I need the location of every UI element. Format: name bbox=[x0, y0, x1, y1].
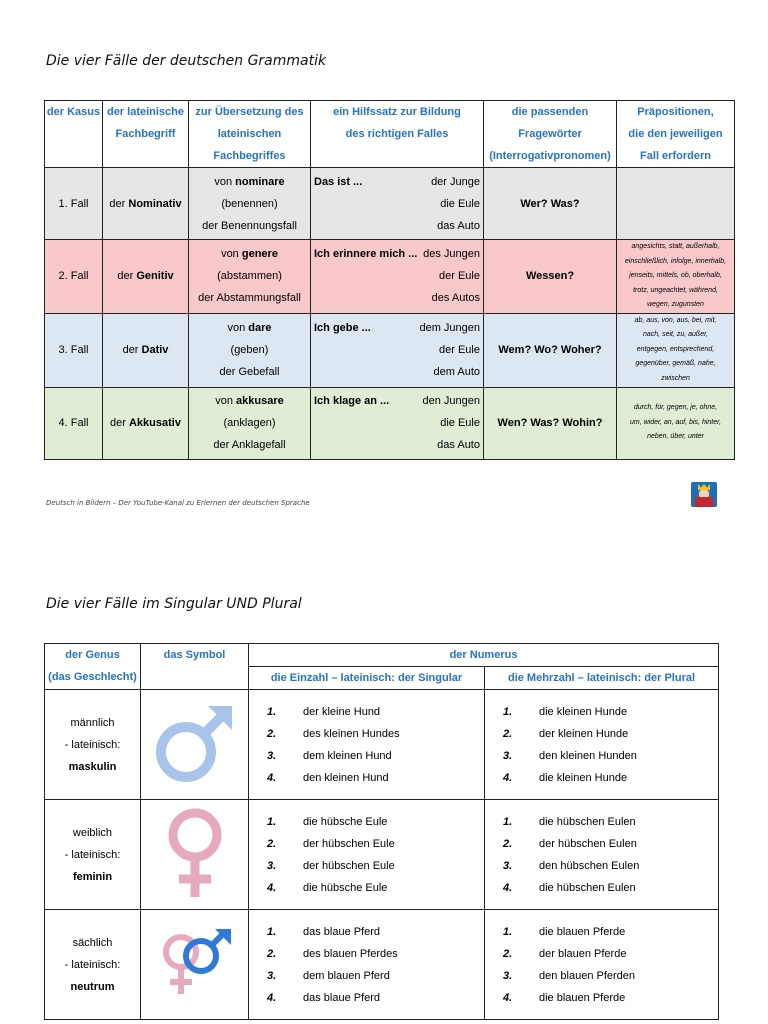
case-row-genitiv bbox=[45, 240, 735, 314]
latin-term: der Dativ bbox=[103, 313, 189, 387]
cases-header-row bbox=[45, 101, 735, 168]
header-kasus: der Kasus bbox=[45, 101, 103, 168]
case-row-akkusativ bbox=[45, 387, 735, 459]
latin-term: der Nominativ bbox=[103, 168, 189, 240]
prepositions: angesichts, statt, außerhalb, einschließlich, infolge, innerhalb, jenseits, mittels, ob, oberhalb, trotz, ungeachtet, während, wegen, zugunsten bbox=[617, 240, 735, 314]
question-words: Wem? Wo? Woher? bbox=[484, 313, 617, 387]
question-words: Wen? Was? Wohin? bbox=[484, 387, 617, 459]
female-symbol-icon bbox=[165, 805, 225, 901]
header-praepositionen: Präpositionen, die den jeweiligen Fall erfordern bbox=[617, 101, 735, 168]
numerus-header-row-1 bbox=[45, 644, 719, 667]
symbol-cell bbox=[141, 910, 249, 1020]
helper-sentence: Ich gebe ... dem Jungen der Eule dem Auto bbox=[311, 313, 484, 387]
singular-forms: 1. die hübsche Eule 2. der hübschen Eule 3. der hübschen Eule 4. die hübsche Eule bbox=[249, 800, 485, 910]
case-row-dativ bbox=[45, 313, 735, 387]
question-words: Wer? Was? bbox=[484, 168, 617, 240]
gender-row-feminine bbox=[45, 800, 719, 910]
header-hilfssatz: ein Hilfssatz zur Bildung des richtigen Falles bbox=[311, 101, 484, 168]
header-genus: der Genus (das Geschlecht) bbox=[45, 644, 141, 690]
case-number: 2. Fall bbox=[45, 240, 103, 314]
prepositions: ab, aus, von, aus, bei, mit, nach, seit, zu, außer, entgegen, entsprechend, gegenüber, gemäß, nahe, zwischen bbox=[617, 313, 735, 387]
helper-sentence: Ich erinnere mich ... des Jungen der Eule des Autos bbox=[311, 240, 484, 314]
symbol-cell bbox=[141, 800, 249, 910]
header-uebersetzung: zur Übersetzung des lateinischen Fachbegriffes bbox=[189, 101, 311, 168]
neutral-symbol-icon bbox=[155, 928, 235, 998]
translation: von akkusare (anklagen) der Anklagefall bbox=[189, 387, 311, 459]
header-symbol: das Symbol bbox=[141, 644, 249, 690]
prepositions: durch, für, gegen, je, ohne, um, wider, an, auf, bis, hinter, neben, über, unter bbox=[617, 387, 735, 459]
header-singular: die Einzahl – lateinisch: der Singular bbox=[249, 667, 485, 690]
cases-table bbox=[44, 100, 735, 460]
translation: von nominare (benennen) der Benennungsfall bbox=[189, 168, 311, 240]
page-title: Die vier Fälle der deutschen Grammatik bbox=[46, 53, 327, 69]
case-number: 3. Fall bbox=[45, 313, 103, 387]
translation: von dare (geben) der Gebefall bbox=[189, 313, 311, 387]
gender-label: männlich - lateinisch: maskulin bbox=[45, 690, 141, 800]
numerus-table bbox=[44, 643, 719, 1020]
footer-text: Deutsch in Bildern – Der YouTube-Kanal zu Erlernen der deutschen Sprache bbox=[46, 499, 310, 507]
latin-term: der Akkusativ bbox=[103, 387, 189, 459]
helper-sentence: Das ist ... der Junge die Eule das Auto bbox=[311, 168, 484, 240]
gender-label: weiblich - lateinisch: feminin bbox=[45, 800, 141, 910]
plural-forms: 1. die hübschen Eulen 2. der hübschen Eulen 3. den hübschen Eulen 4. die hübschen Eulen bbox=[485, 800, 719, 910]
singular-forms: 1. das blaue Pferd 2. des blauen Pferdes 3. dem blauen Pferd 4. das blaue Pferd bbox=[249, 910, 485, 1020]
header-numerus: der Numerus bbox=[249, 644, 719, 667]
male-symbol-icon bbox=[152, 698, 238, 788]
plural-forms: 1. die kleinen Hunde 2. der kleinen Hunde 3. den kleinen Hunden 4. die kleinen Hunde bbox=[485, 690, 719, 800]
case-row-nominativ bbox=[45, 168, 735, 240]
case-number: 4. Fall bbox=[45, 387, 103, 459]
section-title: Die vier Fälle im Singular UND Plural bbox=[46, 596, 302, 612]
header-fachbegriff: der lateinische Fachbegriff bbox=[103, 101, 189, 168]
plural-forms: 1. die blauen Pferde 2. der blauen Pferde 3. den blauen Pferden 4. die blauen Pferde bbox=[485, 910, 719, 1020]
header-plural: die Mehrzahl – lateinisch: der Plural bbox=[485, 667, 719, 690]
latin-term: der Genitiv bbox=[103, 240, 189, 314]
helper-sentence: Ich klage an ... den Jungen die Eule das Auto bbox=[311, 387, 484, 459]
header-fragewoerter: die passenden Fragewörter (Interrogativpronomen) bbox=[484, 101, 617, 168]
symbol-cell bbox=[141, 690, 249, 800]
prepositions bbox=[617, 168, 735, 240]
gender-row-masculine bbox=[45, 690, 719, 800]
singular-forms: 1. der kleine Hund 2. des kleinen Hundes 3. dem kleinen Hund 4. den kleinen Hund bbox=[249, 690, 485, 800]
case-number: 1. Fall bbox=[45, 168, 103, 240]
translation: von genere (abstammen) der Abstammungsfall bbox=[189, 240, 311, 314]
question-words: Wessen? bbox=[484, 240, 617, 314]
gender-label: sächlich - lateinisch: neutrum bbox=[45, 910, 141, 1020]
channel-logo-icon[interactable] bbox=[691, 482, 717, 507]
gender-row-neuter bbox=[45, 910, 719, 1020]
